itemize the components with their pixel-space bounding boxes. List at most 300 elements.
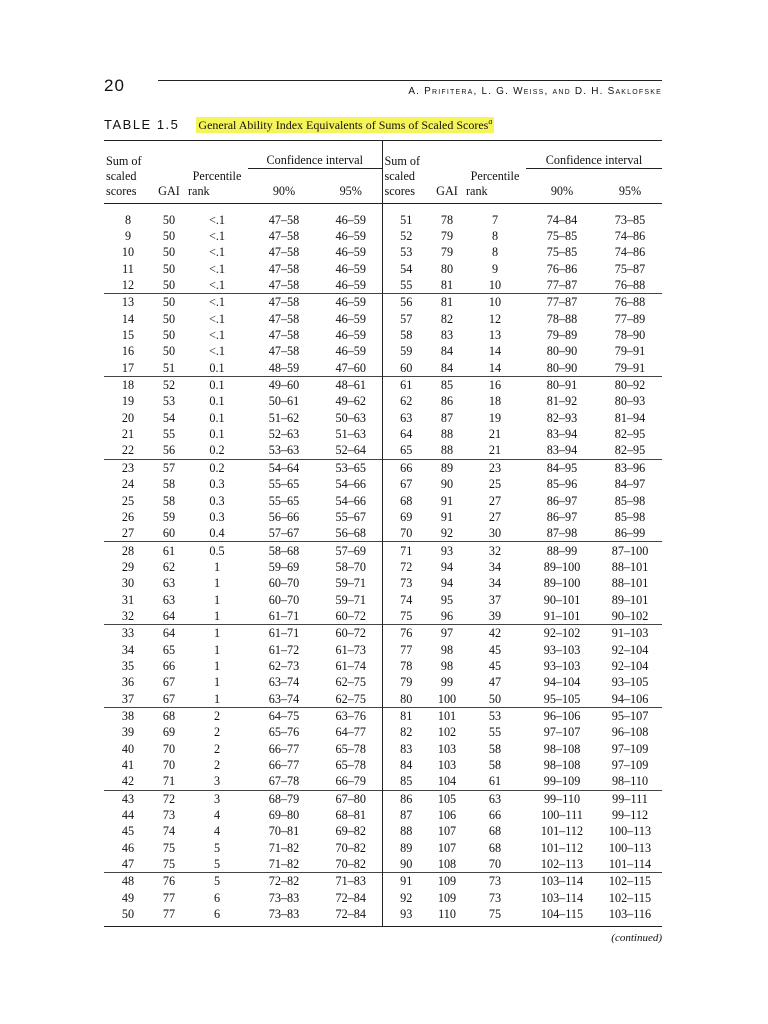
left-ci-95-cell: 70–82 [320,840,382,856]
header-row-2 [104,169,662,184]
left-sum-scaled-scores-cell: 30 [121,576,135,591]
right-ci-95-cell: 101–114 [608,857,652,872]
right-sum-scaled-scores-cell: 92 [400,890,413,905]
right-percentile-rank-cell: 68 [488,840,502,855]
left-ci-95-cell: 65–78 [320,757,382,773]
left-percentile-rank-cell: 2 [213,741,221,756]
right-sum-scaled-scores-cell: 78 [400,658,413,673]
right-percentile-rank-cell: 75 [464,906,526,927]
header-sum-line3: scores [104,184,152,204]
right-percentile-rank-cell: 8 [491,245,499,260]
header-sum-line2-right: scaled [384,168,415,183]
left-sum-scaled-scores-cell: 29 [121,559,135,574]
left-ci-95-cell: 46–59 [320,228,382,244]
right-percentile-rank-cell: 7 [491,212,499,227]
right-gai-cell: 102 [437,725,457,740]
right-ci-95-cell: 79–91 [614,360,646,375]
right-percentile-rank-cell: 27 [488,509,502,524]
right-percentile-rank-cell: 8 [491,229,499,244]
left-gai-cell: 59 [162,509,176,524]
right-ci-90-cell: 103–114 [526,873,598,890]
right-sum-scaled-scores-cell: 80 [400,691,413,706]
left-ci-95-cell: 59–71 [320,591,382,607]
left-percentile-rank-cell: <.1 [208,212,225,227]
right-percentile-rank-cell: 58 [488,758,502,773]
table-row [104,591,662,607]
right-percentile-rank-cell: 37 [488,592,502,607]
header-percentile-line1: Percentile [192,168,242,183]
left-gai-cell: 64 [162,608,176,623]
right-ci-90-cell: 76–86 [546,261,578,276]
left-gai-cell: 60 [162,526,176,541]
left-gai-cell: 70 [162,758,176,773]
right-ci-90-cell: 90–101 [543,592,581,607]
left-ci-90-cell: 50–61 [268,394,300,409]
right-ci-90-cell: 103–114 [540,890,584,905]
left-sum-scaled-scores-cell: 44 [121,808,135,823]
table-row [104,294,662,311]
left-gai-cell: 50 [162,212,176,227]
left-percentile-rank-cell: 1 [213,592,221,607]
right-ci-95-cell: 80–92 [598,376,662,393]
left-ci-95-cell: 59–71 [320,575,382,591]
table-title-highlighted [196,117,494,133]
left-ci-95-cell: 63–76 [320,707,382,724]
right-gai-cell: 79 [440,229,454,244]
left-ci-95-cell: 56–68 [320,525,382,542]
left-percentile-rank-cell: <.1 [208,311,225,326]
left-sum-scaled-scores-cell: 23 [104,459,152,476]
left-ci-90-cell: 47–58 [268,261,300,276]
right-ci-90-cell: 80–91 [526,376,598,393]
right-sum-scaled-scores-cell: 62 [400,394,413,409]
right-gai-cell: 87 [440,410,454,425]
right-ci-95-cell: 100–113 [608,824,652,839]
left-ci-95-cell: 62–75 [320,674,382,690]
right-percentile-rank-cell: 27 [488,493,502,508]
left-percentile-rank-cell: 5 [186,873,248,890]
table-row [104,906,662,927]
left-percentile-rank-cell: 1 [213,691,221,706]
right-sum-scaled-scores-cell: 64 [400,427,413,442]
left-gai-cell: 50 [162,229,176,244]
left-sum-scaled-scores-cell: 43 [104,790,152,807]
right-ci-95-cell: 82–95 [614,427,646,442]
left-ci-90-cell: 47–58 [268,245,300,260]
right-ci-90-cell: 87–98 [546,526,578,541]
right-sum-scaled-scores-cell: 79 [400,675,413,690]
left-ci-90-cell: 65–76 [268,725,300,740]
right-gai-cell: 108 [437,857,457,872]
left-ci-90-cell: 66–77 [268,758,300,773]
left-ci-90-cell: 57–67 [268,526,300,541]
left-sum-scaled-scores-cell: 38 [104,707,152,724]
table-row [104,492,662,508]
left-ci-90-cell: 69–80 [268,808,300,823]
right-ci-90-cell: 85–96 [546,477,578,492]
left-ci-95-cell: 46–59 [320,343,382,359]
left-gai-cell: 74 [162,824,176,839]
table-row [104,807,662,823]
right-ci-95-cell: 88–101 [611,576,649,591]
left-ci-90-cell: 55–65 [268,477,300,492]
left-gai-cell: 50 [162,344,176,359]
right-percentile-rank-cell: 34 [488,559,502,574]
right-sum-scaled-scores-cell: 71 [382,542,430,559]
table-caption [104,117,494,133]
right-sum-scaled-scores-cell: 57 [400,311,413,326]
right-gai-cell: 103 [437,741,457,756]
table-title: General Ability Index Equivalents of Sums of Scaled Scores [198,118,489,132]
left-ci-95-cell: 69–82 [320,823,382,839]
left-ci-95-cell: 46–59 [320,327,382,343]
right-ci-90-cell: 89–100 [543,576,581,591]
right-gai-cell: 84 [440,360,454,375]
right-percentile-rank-cell: 13 [488,328,502,343]
right-sum-scaled-scores-cell: 91 [382,873,430,890]
left-gai-cell: 71 [162,774,176,789]
right-ci-90-cell: 79–89 [546,328,578,343]
table-row [104,343,662,359]
right-ci-95-cell: 98–110 [611,774,649,789]
right-ci-95-cell: 82–95 [614,443,646,458]
left-sum-scaled-scores-cell: 41 [121,758,135,773]
right-sum-scaled-scores-cell: 87 [400,808,413,823]
left-ci-90-cell: 48–59 [268,360,300,375]
header-ci-90-right: 90% [526,184,598,204]
left-sum-scaled-scores-cell: 21 [121,427,135,442]
right-sum-scaled-scores-cell: 93 [382,906,430,927]
left-gai-cell: 61 [152,542,186,559]
right-gai-cell: 99 [440,675,454,690]
right-ci-95-cell: 95–107 [598,707,662,724]
right-ci-90-cell: 99–110 [526,790,598,807]
right-ci-95-cell: 93–105 [611,675,649,690]
right-sum-scaled-scores-cell: 69 [400,509,413,524]
left-sum-scaled-scores-cell: 35 [121,658,135,673]
right-gai-cell: 81 [430,294,464,311]
left-gai-cell: 63 [162,576,176,591]
right-percentile-rank-cell: 61 [488,774,502,789]
left-ci-90-cell: 73–83 [248,906,320,927]
right-sum-scaled-scores-cell: 73 [400,576,413,591]
header-ci-95: 95% [320,184,382,204]
left-percentile-rank-cell: 6 [186,906,248,927]
table-row [104,840,662,856]
left-sum-scaled-scores-cell: 39 [121,725,135,740]
left-gai-cell: 52 [152,376,186,393]
left-ci-95-cell: 50–63 [320,410,382,426]
right-ci-90-cell: 93–103 [543,658,581,673]
left-sum-scaled-scores-cell: 9 [124,229,132,244]
header-ci-90: 90% [248,184,320,204]
right-ci-90-cell: 80–90 [546,360,578,375]
right-gai-cell: 80 [440,261,454,276]
right-percentile-rank-cell: 21 [488,443,502,458]
right-ci-95-cell: 91–103 [598,625,662,642]
table-row [104,559,662,575]
left-sum-scaled-scores-cell: 15 [121,328,135,343]
left-ci-95-cell: 71–83 [320,873,382,890]
left-ci-95-cell: 60–72 [320,625,382,642]
left-gai-cell: 75 [162,857,176,872]
left-gai-cell: 50 [162,278,176,293]
left-ci-90-cell: 61–71 [268,608,300,623]
right-ci-95-cell: 85–98 [614,493,646,508]
left-percentile-rank-cell: <.1 [208,261,225,276]
right-gai-cell: 86 [440,394,454,409]
table-row [104,327,662,343]
right-percentile-rank-cell: 9 [491,261,499,276]
left-percentile-rank-cell: 1 [213,658,221,673]
right-percentile-rank-cell: 12 [488,311,502,326]
table-row [104,575,662,591]
right-gai-cell: 105 [430,790,464,807]
right-ci-90-cell: 83–94 [546,443,578,458]
table-row [104,410,662,426]
right-ci-95-cell: 83–96 [598,459,662,476]
right-sum-scaled-scores-cell: 82 [400,725,413,740]
left-ci-90-cell: 47–58 [268,344,300,359]
left-ci-95-cell: 47–60 [320,360,382,377]
left-ci-95-cell: 51–63 [320,426,382,442]
table-row [104,393,662,409]
left-gai-cell: 68 [152,707,186,724]
right-gai-cell: 106 [437,808,457,823]
right-ci-90-cell: 86–97 [546,493,578,508]
right-ci-95-cell: 87–100 [598,542,662,559]
table-row [104,509,662,525]
left-sum-scaled-scores-cell: 33 [104,625,152,642]
right-sum-scaled-scores-cell: 68 [400,493,413,508]
right-ci-95-cell: 88–101 [611,559,649,574]
header-confidence-interval: Confidence interval [248,141,382,169]
left-ci-90-cell: 72–82 [248,873,320,890]
right-gai-cell: 110 [430,906,464,927]
table-row [104,773,662,790]
header-sum-line1-right: Sum of [382,141,430,169]
left-percentile-rank-cell: 1 [213,642,221,657]
right-ci-90-cell: 88–99 [526,542,598,559]
left-sum-scaled-scores-cell: 13 [104,294,152,311]
left-gai-cell: 64 [152,625,186,642]
left-gai-cell: 58 [162,477,176,492]
right-ci-90-cell: 75–85 [546,229,578,244]
table-row [104,542,662,559]
left-ci-90-cell: 62–73 [268,658,300,673]
right-percentile-rank-cell: 30 [488,526,502,541]
right-gai-cell: 79 [440,245,454,260]
header-confidence-interval-right: Confidence interval [526,141,662,169]
left-gai-cell: 66 [162,658,176,673]
right-sum-scaled-scores-cell: 81 [382,707,430,724]
right-gai-cell: 83 [440,328,454,343]
right-gai-cell: 95 [440,592,454,607]
right-sum-scaled-scores-cell: 75 [400,608,413,623]
right-percentile-rank-cell: 68 [488,824,502,839]
right-ci-95-cell: 80–93 [614,394,646,409]
gai-equivalents-table [104,140,662,927]
table-row [104,476,662,492]
right-ci-90-cell: 101–112 [540,824,584,839]
left-ci-90-cell: 52–63 [268,427,300,442]
right-sum-scaled-scores-cell: 59 [400,344,413,359]
left-sum-scaled-scores-cell: 26 [121,509,135,524]
left-percentile-rank-cell: 1 [213,576,221,591]
left-sum-scaled-scores-cell: 24 [121,477,135,492]
right-gai-cell: 88 [440,443,454,458]
right-ci-95-cell: 73–85 [614,212,646,227]
left-sum-scaled-scores-cell: 20 [121,410,135,425]
right-ci-95-cell: 74–86 [614,229,646,244]
left-percentile-rank-cell: 0.5 [186,542,248,559]
left-ci-90-cell: 67–78 [268,774,300,789]
right-gai-cell: 93 [430,542,464,559]
left-percentile-rank-cell: 1 [186,625,248,642]
right-ci-90-cell: 82–93 [546,410,578,425]
right-gai-cell: 91 [440,509,454,524]
left-gai-cell: 72 [152,790,186,807]
left-gai-cell: 57 [152,459,186,476]
table-row [104,724,662,740]
left-ci-95-cell: 49–62 [320,393,382,409]
table-row [104,690,662,707]
left-sum-scaled-scores-cell: 31 [121,592,135,607]
right-ci-90-cell: 91–101 [543,608,581,623]
right-gai-cell: 103 [437,758,457,773]
left-gai-cell: 77 [162,890,176,905]
table-row [104,608,662,625]
left-ci-95-cell: 54–66 [320,476,382,492]
right-ci-95-cell: 99–111 [598,790,662,807]
right-percentile-rank-cell: 34 [488,576,502,591]
header-percentile-line2-right: rank [464,184,526,204]
header-gai: GAI [152,184,186,204]
table-row [104,641,662,657]
right-ci-95-cell: 78–90 [614,328,646,343]
header-sum-line2: scaled [106,168,137,183]
right-ci-90-cell: 96–106 [526,707,598,724]
left-percentile-rank-cell: <.1 [208,328,225,343]
right-sum-scaled-scores-cell: 83 [400,741,413,756]
left-percentile-rank-cell: 0.2 [186,459,248,476]
right-sum-scaled-scores-cell: 72 [400,559,413,574]
table-label: TABLE 1.5 [104,117,180,132]
left-percentile-rank-cell: 0.3 [209,509,225,524]
left-ci-95-cell: 46–59 [320,261,382,277]
table-row [104,890,662,906]
left-sum-scaled-scores-cell: 17 [121,360,135,375]
right-sum-scaled-scores-cell: 54 [400,261,413,276]
right-ci-90-cell: 94–104 [543,675,581,690]
left-ci-90-cell: 49–60 [248,376,320,393]
left-percentile-rank-cell: 1 [213,675,221,690]
right-percentile-rank-cell: 53 [464,707,526,724]
right-percentile-rank-cell: 66 [488,808,502,823]
left-gai-cell: 69 [162,725,176,740]
right-sum-scaled-scores-cell: 56 [382,294,430,311]
left-ci-90-cell: 63–74 [268,691,300,706]
right-ci-90-cell: 74–84 [546,212,578,227]
right-sum-scaled-scores-cell: 77 [400,642,413,657]
left-percentile-rank-cell: 4 [213,824,221,839]
left-ci-95-cell: 54–66 [320,492,382,508]
left-ci-90-cell: 66–77 [268,741,300,756]
right-ci-90-cell: 100–111 [541,808,583,823]
left-ci-95-cell: 48–61 [320,376,382,393]
left-ci-90-cell: 73–83 [268,890,300,905]
right-percentile-rank-cell: 39 [488,608,502,623]
left-ci-95-cell: 57–69 [320,542,382,559]
left-sum-scaled-scores-cell: 45 [121,824,135,839]
right-gai-cell: 109 [430,873,464,890]
right-percentile-rank-cell: 45 [488,658,502,673]
right-percentile-rank-cell: 14 [488,344,502,359]
left-ci-90-cell: 61–72 [268,642,300,657]
right-gai-cell: 88 [440,427,454,442]
right-sum-scaled-scores-cell: 58 [400,328,413,343]
right-gai-cell: 94 [440,559,454,574]
left-ci-95-cell: 46–59 [320,311,382,327]
right-gai-cell: 92 [440,526,454,541]
left-ci-90-cell: 47–58 [268,311,300,326]
left-gai-cell: 56 [162,443,176,458]
left-gai-cell: 75 [162,840,176,855]
right-gai-cell: 91 [440,493,454,508]
right-ci-95-cell: 97–109 [611,758,649,773]
left-percentile-rank-cell: 0.1 [209,410,225,425]
left-percentile-rank-cell: 6 [213,890,221,905]
right-percentile-rank-cell: 63 [464,790,526,807]
right-ci-95-cell: 84–97 [614,477,646,492]
left-sum-scaled-scores-cell: 12 [121,278,135,293]
left-ci-95-cell: 72–84 [320,906,382,927]
right-ci-95-cell: 81–94 [614,410,646,425]
left-gai-cell: 65 [162,642,176,657]
left-ci-95-cell: 55–67 [320,509,382,525]
right-sum-scaled-scores-cell: 86 [382,790,430,807]
left-ci-90-cell: 71–82 [268,857,300,872]
right-sum-scaled-scores-cell: 55 [400,278,413,293]
right-ci-90-cell: 77–87 [546,278,578,293]
right-ci-95-cell: 99–112 [611,808,649,823]
left-ci-90-cell: 47–58 [248,294,320,311]
left-ci-90-cell: 47–58 [268,212,300,227]
right-sum-scaled-scores-cell: 51 [400,212,413,227]
right-ci-95-cell: 100–113 [608,840,652,855]
right-sum-scaled-scores-cell: 89 [400,840,413,855]
left-sum-scaled-scores-cell: 10 [121,245,135,260]
header-percentile-line1-right: Percentile [470,168,520,183]
right-sum-scaled-scores-cell: 61 [382,376,430,393]
left-ci-95-cell: 62–75 [320,690,382,707]
right-ci-90-cell: 102–113 [540,857,584,872]
table-row [104,741,662,757]
right-percentile-rank-cell: 10 [488,278,502,293]
right-percentile-rank-cell: 45 [488,642,502,657]
left-gai-cell: 63 [162,592,176,607]
right-percentile-rank-cell: 16 [464,376,526,393]
left-ci-95-cell: 66–79 [320,773,382,790]
left-gai-cell: 55 [162,427,176,442]
left-sum-scaled-scores-cell: 28 [104,542,152,559]
header-row-3 [104,184,662,204]
left-gai-cell: 76 [152,873,186,890]
left-gai-cell: 50 [162,245,176,260]
table-row [104,426,662,442]
right-ci-95-cell: 74–86 [614,245,646,260]
left-percentile-rank-cell: <.1 [208,245,225,260]
